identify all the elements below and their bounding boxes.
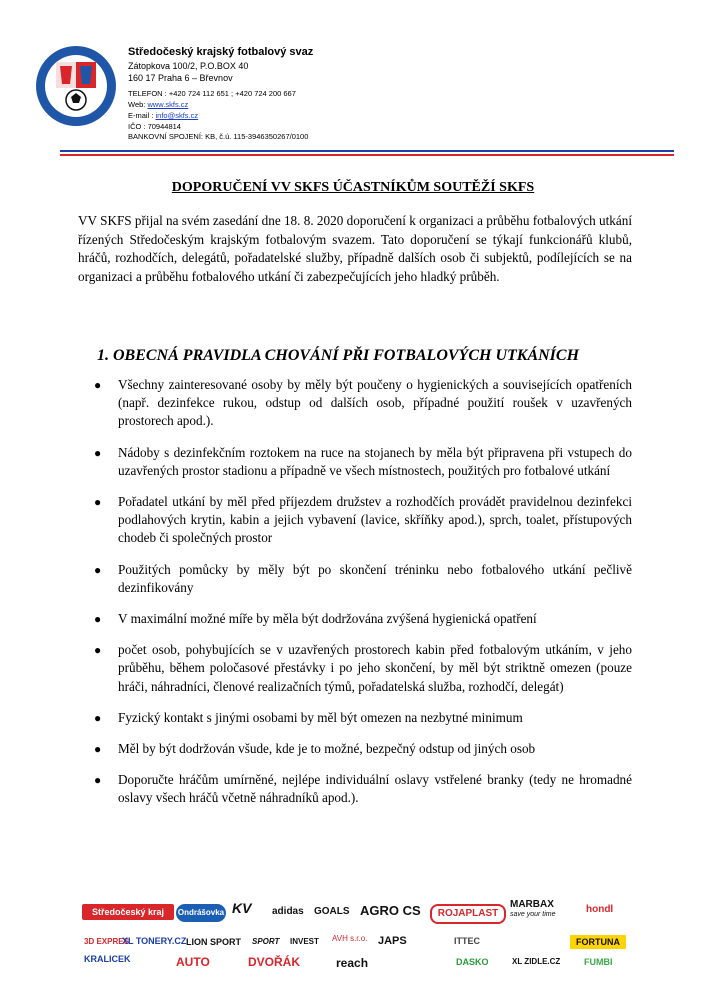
bullet: ● [94, 710, 102, 725]
bullet: ● [94, 612, 102, 627]
list-item [90, 771, 632, 807]
list-item [90, 709, 632, 727]
sponsor-xl-zidle: XL ZIDLE.CZ [512, 957, 561, 966]
sponsor-kralicek: KRALICEK [84, 954, 131, 964]
sponsor-reach: reach [336, 956, 369, 970]
sponsor-invest: INVEST [290, 937, 319, 946]
sponsor-fortuna: FORTUNA [570, 935, 626, 949]
sponsor-avh: AVH s.r.o. [332, 934, 368, 943]
header-rule-blue [60, 150, 674, 152]
list-item-text: Nádoby s dezinfekčním roztokem na ruce na stojanech by měla být připravena při vstupech do uzavřených prostor stadionu a případně ve všech místnostech, použitých pro fotbalové utkání [118, 444, 632, 478]
sponsor-ittec: ITTEC [454, 936, 480, 946]
sponsor-fumbi: FUMBI [584, 957, 613, 967]
sponsor-goals: GOALS [314, 906, 350, 917]
bank-line: BANKOVNÍ SPOJENÍ: KB, č.ú. 115-3946350267/0100 [128, 132, 309, 141]
address-line-2: 160 17 Praha 6 – Břevnov [128, 73, 233, 83]
ico-line: IČO : 70944814 [128, 122, 181, 131]
sponsor-ondrasovka: Ondrášovka [176, 904, 226, 922]
document-title: DOPORUČENÍ VV SKFS ÚČASTNÍKŮM SOUTĚŽÍ SKFS [171, 180, 535, 195]
intro-paragraph: VV SKFS přijal na svém zasedání dne 18. 8. 2020 doporučení k organizaci a průběhu fotbalových utkání řízených Středočeským krajským fotbalovým svazem. Tato doporučení se týkají funkcionářů klubů, hráčů, rozhodčích, delegátů, pořadatelské služby, případně dalších osob či subjektů, podílejících se na organizaci a průběhu fotbalového utkání či zabezpečujících jeho hladký průběh. [78, 213, 632, 284]
sponsor-kv: KV [232, 900, 252, 916]
list-item-text: počet osob, pohybujících se v uzavřených prostorech kabin před fotbalovým utkáním, v jeho průběhu, během poločasové přestávky i po jeho skončení, by měl být striktně omezen (pouze hráči, náhradníci, členové realizačních týmů, pořadatelská služba, rozhodčí, delegát) [118, 642, 632, 694]
list-item [90, 740, 632, 758]
list-item-text: Měl by být dodržován všude, kde je to možné, bezpečný odstup od jiných osob [118, 741, 536, 757]
web-label: Web: [128, 100, 148, 109]
sponsor-agro-cs: AGRO CS [360, 903, 421, 918]
list-item [90, 641, 632, 696]
sponsor-marbax: MARBAX [510, 899, 554, 910]
list-item [90, 444, 632, 480]
list-item [90, 561, 632, 597]
bullet: ● [94, 562, 102, 577]
sponsor-adidas: adidas [272, 906, 304, 917]
sponsor-3d-expres: 3D EXPRES [84, 937, 129, 946]
list-item-text: Pořadatel utkání by měl před příjezdem družstev a rozhodčích provádět pravidelnou dezinfekci podlahových krytin, kabin a jejich vybavení (lavice, skříňky apod.), sprch, toalet, přístupových chodeb či společných prostor [118, 494, 632, 546]
list-item-text: Fyzický kontakt s jinými osobami by měl být omezen na nezbytné minimum [118, 709, 523, 725]
sponsor-stredocesky-kraj: Středočeský kraj [82, 904, 174, 920]
org-name: Středočeský krajský fotbalový svaz [128, 46, 314, 58]
list-item-text: Všechny zainteresované osoby by měly být poučeny o hygienických a souvisejících opatřeních (např. dezinfekce rukou, odstup od dalších osob, případné použití roušek v uzavřených prostorech apod.). [118, 377, 632, 429]
bullet: ● [94, 742, 102, 757]
rules-list [90, 376, 632, 821]
list-item-text: Doporučte hráčům umírněné, nejlépe individuální oslavy vstřelené branky (tedy ne hromadné oslavy všech hráčů včetně náhradníků apod.). [118, 772, 632, 806]
sponsor-dasko: DASKO [456, 957, 489, 967]
sponsor-rojaplast: ROJAPLAST [430, 904, 506, 924]
list-item [90, 610, 632, 628]
sponsor-auto: AUTO [176, 955, 210, 969]
bullet: ● [94, 773, 102, 788]
sponsor-hondl: hondl [586, 904, 614, 915]
list-item [90, 493, 632, 548]
list-item-text: Použitých pomůcky by měly být po skončení tréninku nebo fotbalového utkání pečlivě dezinfikovány [118, 561, 632, 595]
web-line [128, 99, 188, 110]
list-item [90, 376, 632, 431]
skfs-logo [34, 44, 118, 128]
bullet: ● [94, 445, 102, 460]
list-item-text: V maximální možné míře by měla být dodržována zvýšená hygienická opatření [118, 611, 537, 627]
web-link[interactable]: www.skfs.cz [147, 100, 189, 109]
bullet: ● [94, 495, 102, 510]
sponsor-sport: SPORT [252, 937, 280, 946]
sponsor-dvorak: DVOŘÁK [248, 955, 301, 969]
bullet: ● [94, 643, 102, 658]
section-heading: 1. OBECNÁ PRAVIDLA CHOVÁNÍ PŘI FOTBALOVÝCH UTKÁNÍCH [97, 347, 580, 364]
email-link[interactable]: info@skfs.cz [155, 111, 199, 120]
header-rule-red [60, 154, 674, 156]
sponsor-xl-tonery: XL TONERY.CZ [122, 936, 187, 946]
sponsor-japs: JAPS [378, 935, 407, 947]
address-line-1: Zátopkova 100/2, P.O.BOX 40 [128, 61, 249, 71]
phone-line: TELEFON : +420 724 112 651 ; +420 724 200 667 [128, 89, 296, 98]
sponsor-lion-sport: LION SPORT [186, 937, 242, 947]
bullet: ● [94, 378, 102, 392]
sponsor-marbax-tagline: save your time [510, 911, 556, 918]
email-label: E-mail : [128, 111, 156, 120]
email-line [128, 110, 198, 121]
